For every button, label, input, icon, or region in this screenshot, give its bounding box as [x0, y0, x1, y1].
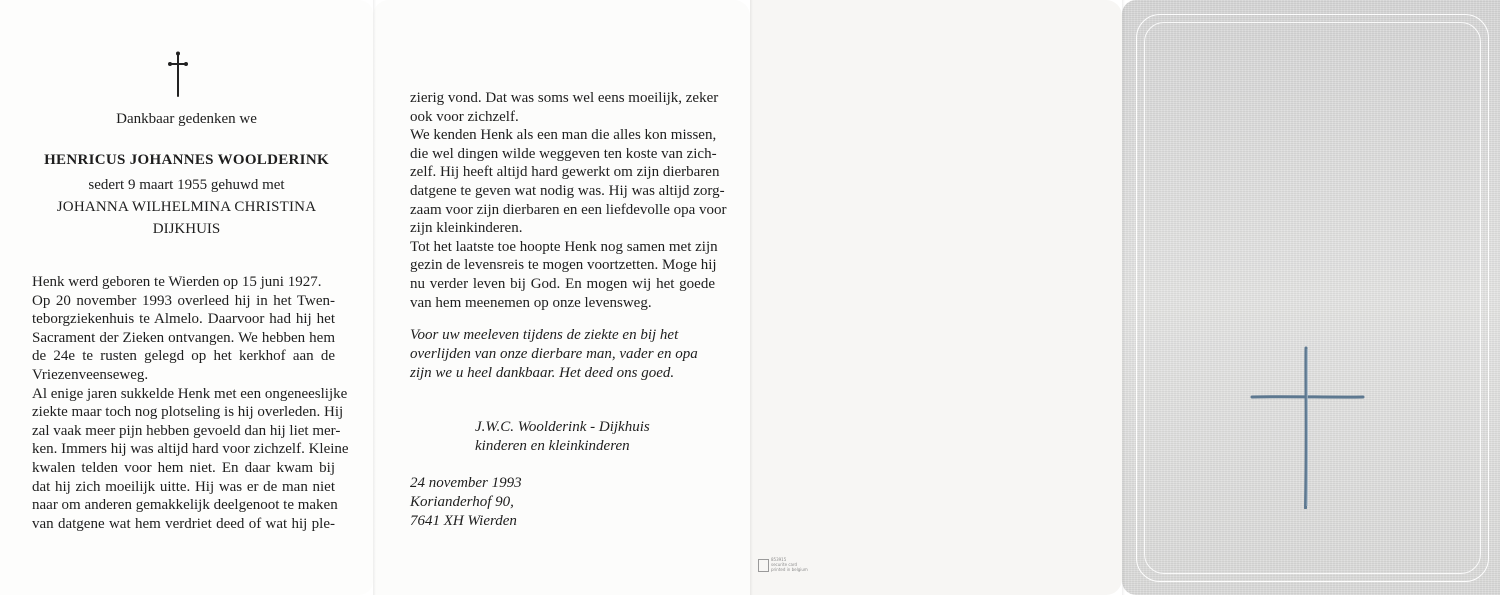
text-line: datgene te geven wat nodig was. Hij was altijd zorg-: [410, 182, 725, 199]
text-line: 7641 XH Wierden: [410, 513, 517, 529]
text-line: Henk werd geboren te Wierden op 15 juni 1927.: [32, 274, 322, 290]
text-line: zaam voor zijn dierbaren en een liefdevolle opa voor: [410, 201, 727, 218]
text-line: kwalen telden voor hem niet. En daar kwam bij: [32, 459, 335, 476]
card-panel-center-left: [373, 0, 750, 595]
fold-shadow: [373, 0, 376, 595]
spouse-name: JOHANNA WILHELMINA CHRISTINA: [56, 199, 317, 215]
printer-mark: [758, 557, 816, 575]
text-line: zelf. Hij heeft altijd hard gewerkt om zijn dierbaren: [410, 164, 720, 181]
text-line: dat hij zich moeilijk uitte. Hij was er de man niet: [32, 478, 335, 495]
text-line: van datgene wat hem verdriet deed of wat hij ple-: [32, 515, 335, 532]
text-line: zijn we u heel dankbaar. Het deed ons goed.: [410, 365, 675, 381]
text-line: ook voor zichzelf.: [410, 108, 519, 125]
text-line: overlijden van onze dierbare man, vader en opa: [410, 346, 698, 362]
text-line: kinderen en kleinkinderen: [475, 438, 630, 454]
biography-text: [32, 273, 349, 533]
text-line: Op 20 november 1993 overleed hij in het Twen-: [32, 292, 335, 309]
fold-shadow: [1122, 0, 1125, 595]
marriage-line: sedert 9 maart 1955 gehuwd met: [88, 177, 285, 193]
text-line: Tot het laatste toe hoopte Henk nog samen met zijn: [410, 238, 718, 255]
card-panel-left: [0, 0, 373, 595]
text-line: 24 november 1993: [410, 475, 522, 491]
text-line: naar om anderen gemakkelijk deelgenoot te maken: [32, 497, 338, 514]
text-line: ken. Immers hij was altijd hard voor zichzelf. Kleine: [32, 441, 349, 458]
gedenken-line: Dankbaar gedenken we: [116, 111, 257, 127]
text-line: die wel dingen wilde weggeven ten koste van zich-: [410, 145, 717, 162]
card-cover: [1122, 0, 1500, 595]
dagger-cross-icon: [167, 50, 189, 98]
text-line: Sacrament der Zieken ontvangen. We hebben hem: [32, 329, 335, 346]
text-line: Vriezenveenseweg.: [32, 366, 149, 383]
text-line: Al enige jaren sukkelde Henk met een ongeneeslijke: [32, 385, 348, 402]
printer-logo-icon: [758, 559, 769, 572]
text-line: zal vaak meer pijn hebben gevoeld dan hij liet mer-: [32, 422, 341, 439]
printer-mark-text: 853915 securite card printed in belgium: [771, 557, 808, 572]
deceased-name: HENRICUS JOHANNES WOOLDERINK: [44, 152, 329, 168]
date-and-address: [410, 474, 522, 531]
text-line: Korianderhof 90,: [410, 494, 514, 510]
thanks-paragraph: [410, 326, 715, 383]
biography-continued-text: [410, 89, 727, 312]
text-line: de 24e te rusten gelegd op het kerkhof aan de: [32, 348, 335, 365]
text-line: J.W.C. Woolderink - Dijkhuis: [475, 419, 650, 435]
text-line: zijn kleinkinderen.: [410, 220, 523, 237]
spouse-surname: DIJKHUIS: [152, 221, 221, 237]
family-signature: [475, 418, 715, 456]
card-panel-blank-back: [750, 0, 1122, 595]
text-line: zierig vond. Dat was soms wel eens moeilijk, zeker: [410, 90, 719, 106]
text-line: We kenden Henk als een man die alles kon missen,: [410, 127, 717, 144]
text-line: Voor uw meeleven tijdens de ziekte en bij het: [410, 327, 679, 343]
text-line: teborgziekenhuis te Almelo. Daarvoor had hij het: [32, 311, 335, 328]
latin-cross-icon: [1250, 346, 1365, 509]
fold-shadow: [750, 0, 753, 595]
text-line: nu verder leven bij God. En mogen wij het goede: [410, 275, 715, 292]
text-line: gezin de levensreis te mogen voortzetten. Moge hij: [410, 257, 717, 274]
text-line: ziekte maar toch nog plotseling is hij overleden. Hij: [32, 404, 344, 421]
text-line: van hem meenemen op onze levensweg.: [410, 294, 652, 311]
